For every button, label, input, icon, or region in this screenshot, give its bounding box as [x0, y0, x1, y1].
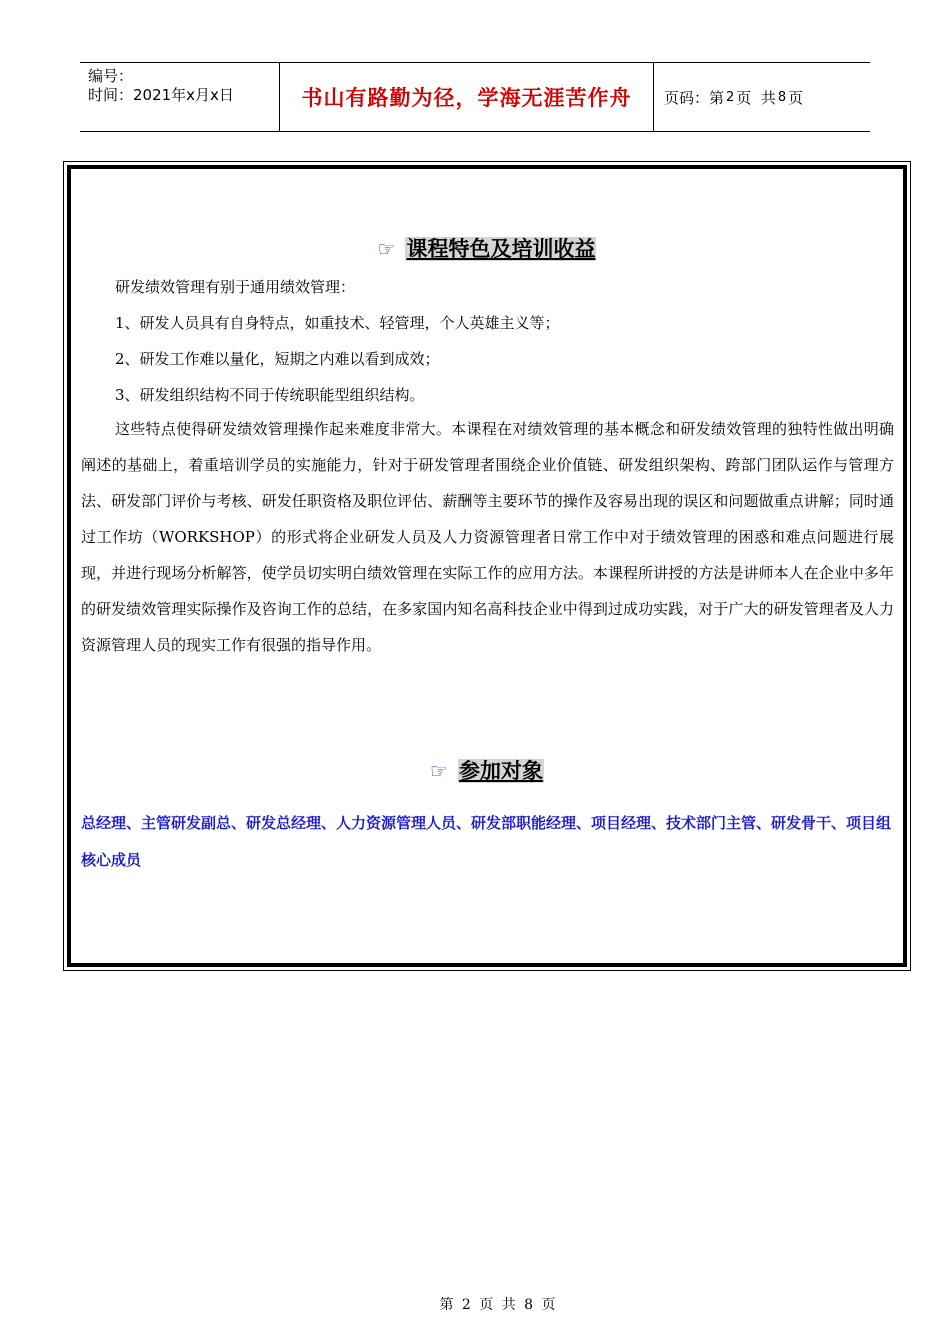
document-header [80, 62, 870, 132]
point-item: 3、研发组织结构不同于传统职能型组织结构。 [115, 386, 425, 404]
content-frame-inner [67, 165, 907, 967]
header-motto: 书山有路勤为径，学海无涯苦作舟 [280, 63, 654, 131]
section-title-text: 课程特色及培训收益 [406, 237, 596, 261]
page-footer: 第 2 页 共 8 页 [439, 1297, 556, 1313]
audience-list: 总经理、主管研发副总、研发总经理、人力资源管理人员、研发部职能经理、项目经理、技术部门主管、研发骨干、项目组核心成员 [81, 814, 892, 869]
page-prefix: 页码：第 [664, 88, 725, 107]
time-label: 时间：2021年x月x日 [88, 86, 234, 104]
header-meta [80, 63, 280, 131]
section-title-text: 参加对象 [458, 759, 543, 783]
pointing-hand-icon: ☞ [430, 759, 448, 783]
page-suffix: 页 [788, 88, 804, 107]
pointing-hand-icon: ☞ [377, 237, 396, 261]
features-body-paragraph: 这些特点使得研发绩效管理操作起来难度非常大。本课程在对绩效管理的基本概念和研发绩效管理的独特性做出明确阐述的基础上，着重培训学员的实施能力，针对于研发管理者围绕企业价值链、研发组织架构、跨部门团队运作与管理方法、研发部门评价与考核、研发任职资格及职位评估、薪酬等主要环节的操作及容易出现的误区和问题做重点讲解；同时通过工作坊（WORKSHOP）的形式将企业研发人员及人力资源管理者日常工作中对于绩效管理的困惑和难点问题进行展现，并进行现场分析解答，使学员切实明白绩效管理在实际工作的应用方法。本课程所讲授的方法是讲师本人在企业中多年的研发绩效管理实际操作及咨询工作的总结，在多家国内知名高科技企业中得到过成功实践，对于广大的研发管理者及人力资源管理人员的现实工作有很强的指导作用。 [81, 420, 894, 654]
section-title-features [71, 233, 903, 263]
intro-line: 研发绩效管理有别于通用绩效管理： [115, 278, 356, 296]
point-item: 1、研发人员具有自身特点，如重技术、轻管理，个人英雄主义等； [115, 314, 560, 332]
page-current: 2 [726, 89, 735, 105]
page-total: 8 [777, 89, 787, 105]
features-intro-block [81, 269, 894, 413]
content-frame [63, 161, 911, 971]
header-page-number [654, 63, 870, 131]
section-title-audience [71, 755, 903, 785]
code-label: 编号： [88, 67, 134, 85]
point-item: 2、研发工作难以量化，短期之内难以看到成效； [115, 350, 440, 368]
page-mid: 页 共 [736, 88, 776, 107]
